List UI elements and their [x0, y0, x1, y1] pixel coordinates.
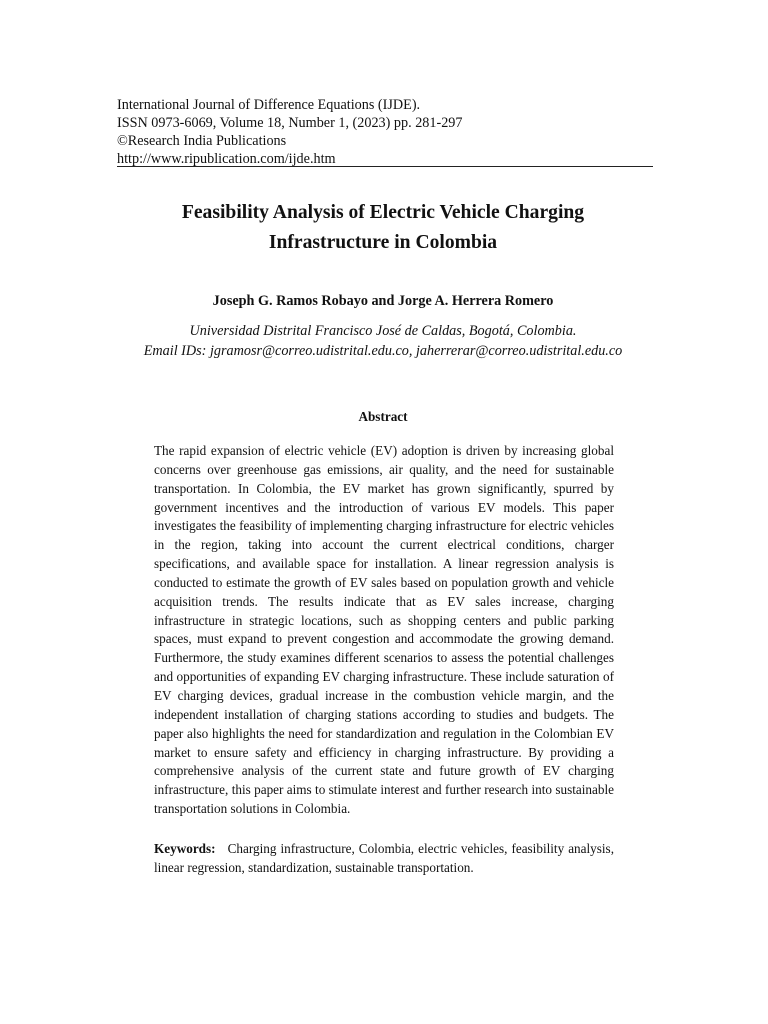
publisher-line: ©Research India Publications	[117, 133, 287, 149]
author-affiliation: Universidad Distrital Francisco José de Caldas, Bogotá, Colombia.	[189, 323, 577, 339]
keywords-paragraph	[154, 840, 614, 878]
title-line-2: Infrastructure in Colombia	[268, 232, 498, 253]
paper-title	[117, 198, 649, 258]
journal-header	[117, 96, 653, 168]
title-line-1: Feasibility Analysis of Electric Vehicle Charging	[181, 202, 585, 223]
abstract-body: The rapid expansion of electric vehicle (EV) adoption is driven by increasing global concerns over greenhouse gas emissions, air quality, and the need for sustainable transportation. In Colombia, the EV market has grown significantly, spurred by government incentives and the introduction of various EV models. This paper investigates the feasibility of implementing charging infrastructure for electric vehicles in the region, taking into account the current electrical conditions, charger specifications, and available space for installation. A linear regression analysis is conducted to estimate the growth of EV sales based on population growth and vehicle acquisition trends. The results indicate that as EV sales increase, charging infrastructure in strategic locations, such as shopping centers and public parking spaces, must expand to prevent congestion and accommodate the growing demand. Furthermore, the study examines different scenarios to assess the potential challenges and opportunities of expanding EV charging infrastructure. These include saturation of EV charging devices, gradual increase in the combustion vehicle margin, and the independent installation of charging stations according to studies and budgets. The paper also highlights the need for standardization and regulation in the Colombian EV market to ensure safety and efficiency in charging infrastructure. By providing a comprehensive analysis of the current state and future growth of EV charging infrastructure, this paper aims to stimulate interest and further research into sustainable transportation solutions in Colombia.	[154, 443, 614, 817]
author-emails: Email IDs: jgramosr@correo.udistrital.edu.co, jaherrerar@correo.udistrital.edu.co	[143, 343, 623, 359]
keywords-label: Keywords:	[154, 841, 216, 856]
header-divider	[117, 166, 653, 167]
issn-line: ISSN 0973-6069, Volume 18, Number 1, (2023) pp. 281-297	[117, 115, 463, 131]
abstract-heading: Abstract	[358, 409, 408, 424]
keywords-text: Charging infrastructure, Colombia, electric vehicles, feasibility analysis, linear regression, standardization, sustainable transportation.	[154, 841, 614, 875]
journal-name: International Journal of Difference Equations (IJDE).	[117, 97, 421, 113]
journal-url[interactable]: http://www.ripublication.com/ijde.htm	[117, 151, 336, 167]
author-list: Joseph G. Ramos Robayo and Jorge A. Herrera Romero	[212, 293, 554, 309]
